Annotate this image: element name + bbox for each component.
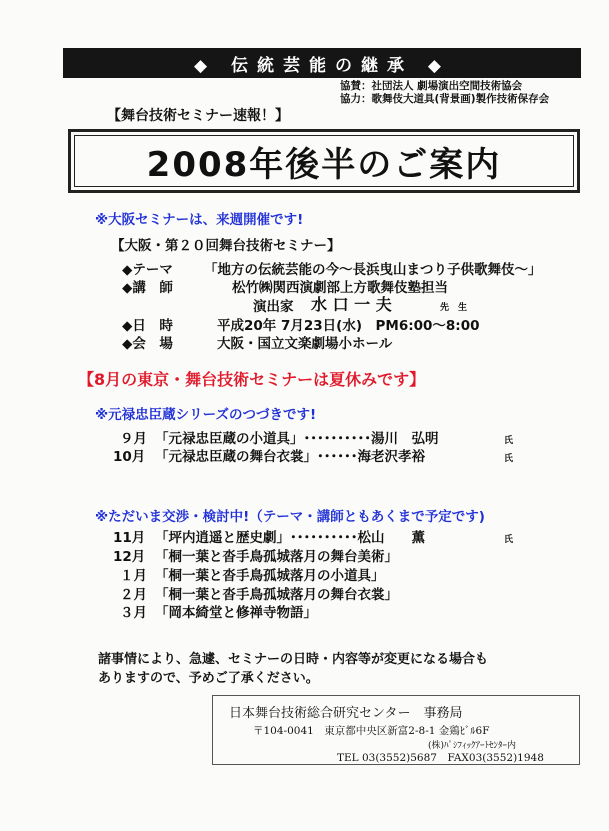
list-item-title: 「桐一葉と沓手鳥孤城落月の舞台衣裳」 xyxy=(155,587,398,603)
main-title: 2008年後半のご案内 xyxy=(74,135,574,187)
list-item-title: 「桐一葉と沓手鳥孤城落月の舞台美術」 xyxy=(155,549,398,565)
venue-label: ◆会 場 xyxy=(122,336,173,352)
osaka-notice: ※大阪セミナーは、来週開催です! xyxy=(95,212,304,228)
lecturer-role: 演出家 xyxy=(253,299,294,315)
list-item-title: 「坪内逍遥と歴史劇」･･････････松山 薫 xyxy=(155,530,425,546)
list-item-honorific: 氏 xyxy=(504,454,514,464)
date-label: ◆日 時 xyxy=(122,318,173,334)
list-item-month: ３月 xyxy=(120,605,147,621)
theme-label: ◆テーマ xyxy=(122,262,173,278)
lecturer-honorific: 先 生 xyxy=(440,303,468,313)
list-item-month: ２月 xyxy=(120,587,147,603)
list-item-month: ９月 xyxy=(120,431,147,447)
theme-text: 「地方の伝統芸能の今～長浜曳山まつり子供歌舞伎～」 xyxy=(204,262,542,278)
lecturer-label: ◆講 師 xyxy=(122,280,173,296)
office-care-of: (株)ﾊﾟｼﾌｨｯｸｱｰﾄｾﾝﾀｰ内 xyxy=(428,741,517,751)
office-phone-fax: TEL 03(3552)5687 FAX03(3552)1948 xyxy=(337,752,544,764)
list-item-title: 「元禄忠臣蔵の小道具」･･････････湯川 弘明 xyxy=(155,431,439,447)
contact-box xyxy=(212,695,580,765)
list-item-title: 「岡本綺堂と修禅寺物語」 xyxy=(155,605,317,621)
list-item-honorific: 氏 xyxy=(504,436,514,446)
office-address: 〒104-0041 東京都中央区新富2-8-1 金鶏ﾋﾞﾙ6F xyxy=(253,725,490,737)
osaka-heading: 【大阪・第２０回舞台技術セミナー】 xyxy=(111,238,341,254)
date-text: 平成20年 7月23日(水) PM6:00～8:00 xyxy=(217,318,480,334)
tokyo-summer-notice: 【8月の東京・舞台技術セミナーは夏休みです】 xyxy=(78,370,426,389)
venue-text: 大阪・国立文楽劇場小ホール xyxy=(217,336,393,352)
seminar-bulletin-label: 【舞台技術セミナー速報！】 xyxy=(107,108,289,124)
change-notice-line-1: 諸事情により、急遽、セミナーの日時・内容等が変更になる場合も xyxy=(98,652,489,667)
list-item-title: 「桐一葉と沓手鳥孤城落月の小道具」 xyxy=(155,568,385,584)
list-item-month: １月 xyxy=(120,568,147,584)
list-item-honorific: 氏 xyxy=(504,535,514,545)
list-item-month: 11月 xyxy=(113,530,146,546)
list-item-title: 「元禄忠臣蔵の舞台衣裳」･･････海老沢孝裕 xyxy=(155,449,425,465)
change-notice-line-2: ありますので、予めご了承ください。 xyxy=(98,671,319,686)
main-title-box xyxy=(68,129,580,193)
chushingura-heading: ※元禄忠臣蔵シリーズのつづきです! xyxy=(95,407,317,423)
lecturer-org: 松竹㈱関西演劇部上方歌舞伎塾担当 xyxy=(232,280,448,296)
list-item-month: 12月 xyxy=(113,549,146,565)
sponsor-line: 協賛：社団法人 劇場演出空間技術協会 xyxy=(340,80,523,92)
lecturer-name: 水 口 一 夫 xyxy=(311,295,392,314)
negotiating-heading: ※ただいま交渉・検討中!（テーマ・講師ともあくまで予定です) xyxy=(95,509,485,525)
list-item-month: 10月 xyxy=(113,449,146,465)
cooperation-line: 協力：歌舞伎大道具(背景画)製作技術保存会 xyxy=(340,93,550,105)
header-banner: ◆ 伝統芸能の継承 ◆ xyxy=(63,48,581,78)
office-name: 日本舞台技術総合研究センター 事務局 xyxy=(229,706,463,721)
